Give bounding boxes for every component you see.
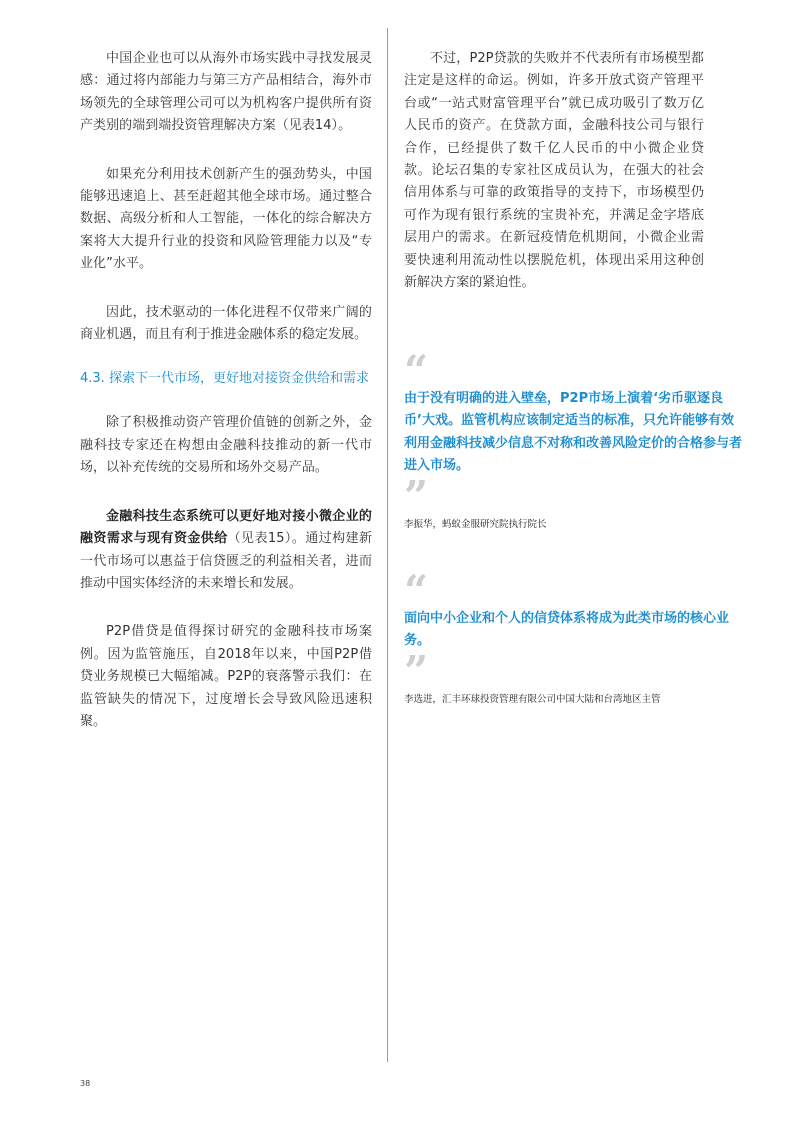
- left-paragraph-1: 中国企业也可以从海外市场实践中寻找发展灵感：通过将内部能力与第三方产品相结合，海外市场领先的全球管理公司可以为机构客户提供所有资产类别的端到端投资管理解决方案（见表14）。: [80, 51, 372, 134]
- pull-quote-attribution: 李选进，汇丰环球投资管理有限公司中国大陆和台湾地区主管: [404, 693, 661, 705]
- open-quote-icon: “: [404, 346, 426, 395]
- pull-quote-2: [404, 566, 744, 707]
- pull-quote-1: [404, 346, 744, 532]
- right-column: [404, 48, 704, 294]
- left-column: [80, 48, 372, 733]
- left-paragraph-4: 除了积极推动资产管理价值链的创新之外，金融科技专家还在构想由金融科技推动的新一代市场，以补充传统的交易所和场外交易产品。: [80, 415, 372, 476]
- pull-quote-text: 面向中小企业和个人的信贷体系将成为此类市场的核心业务。: [404, 611, 730, 649]
- column-divider: [387, 28, 388, 1062]
- right-paragraph-1: 不过，P2P贷款的失败并不代表所有市场模型都注定是这样的命运。例如，许多开放式资产管理平台或“一站式财富管理平台”就已成功吸引了数万亿人民币的资产。在贷款方面，金融科技公司与银行合作，已经提供了数千亿人民币的中小微企业贷款。论坛召集的专家社区成员认为，在强大的社会信用体系与可靠的政策指导的支持下，市场模型仍可作为现有银行系统的宝贵补充，并满足金字塔底层用户的需求。在新冠疫情危机期间，小微企业需要快速利用流动性以摆脱危机，体现出采用这种创新解决方案的紧迫性。: [404, 51, 704, 291]
- left-paragraph-5-rest: （见表15）。通过构建新一代市场可以惠益于信贷匮乏的利益相关者，进而推动中国实体经济的未来增长和发展。: [80, 531, 372, 591]
- left-paragraph-3: 因此，技术驱动的一体化进程不仅带来广阔的商业机遇，而且有利于推进金融体系的稳定发展。: [80, 304, 372, 343]
- close-quote-icon: ”: [404, 471, 426, 521]
- left-paragraph-5-emphasis: 金融科技生态系统可以更好地对接小微企业的融资需求与现有资金供给: [80, 508, 372, 547]
- close-quote-icon: ”: [404, 646, 426, 696]
- left-paragraph-5: [80, 506, 372, 596]
- open-quote-icon: “: [404, 566, 426, 615]
- pull-quote-attribution: 李振华，蚂蚁金服研究院执行院长: [404, 518, 547, 530]
- left-paragraph-6: P2P借贷是值得探讨研究的金融科技市场案例。因为监管施压，自2018年以来，中国P2P借贷业务规模已大幅缩减。P2P的衰落警示我们：在监管缺失的情况下，过度增长会导致风险迅速积聚。: [80, 624, 372, 729]
- pull-quote-text: 由于没有明确的进入壁垒，P2P市场上演着‘劣币驱逐良币’大戏。监管机构应该制定适当的标准，只允许能够有效利用金融科技减少信息不对称和改善风险定价的合格参与者进入市场。: [404, 391, 743, 474]
- left-paragraph-2: 如果充分利用技术创新产生的强劲势头，中国能够迅速追上、甚至赶超其他全球市场。通过整合数据、高级分析和人工智能，一体化的综合解决方案将大大提升行业的投资和风险管理能力以及“专业化”水平。: [80, 166, 372, 272]
- page-number: 38: [80, 1079, 91, 1088]
- section-heading: 4.3. 探索下一代市场，更好地对接资金供给和需求: [80, 371, 369, 387]
